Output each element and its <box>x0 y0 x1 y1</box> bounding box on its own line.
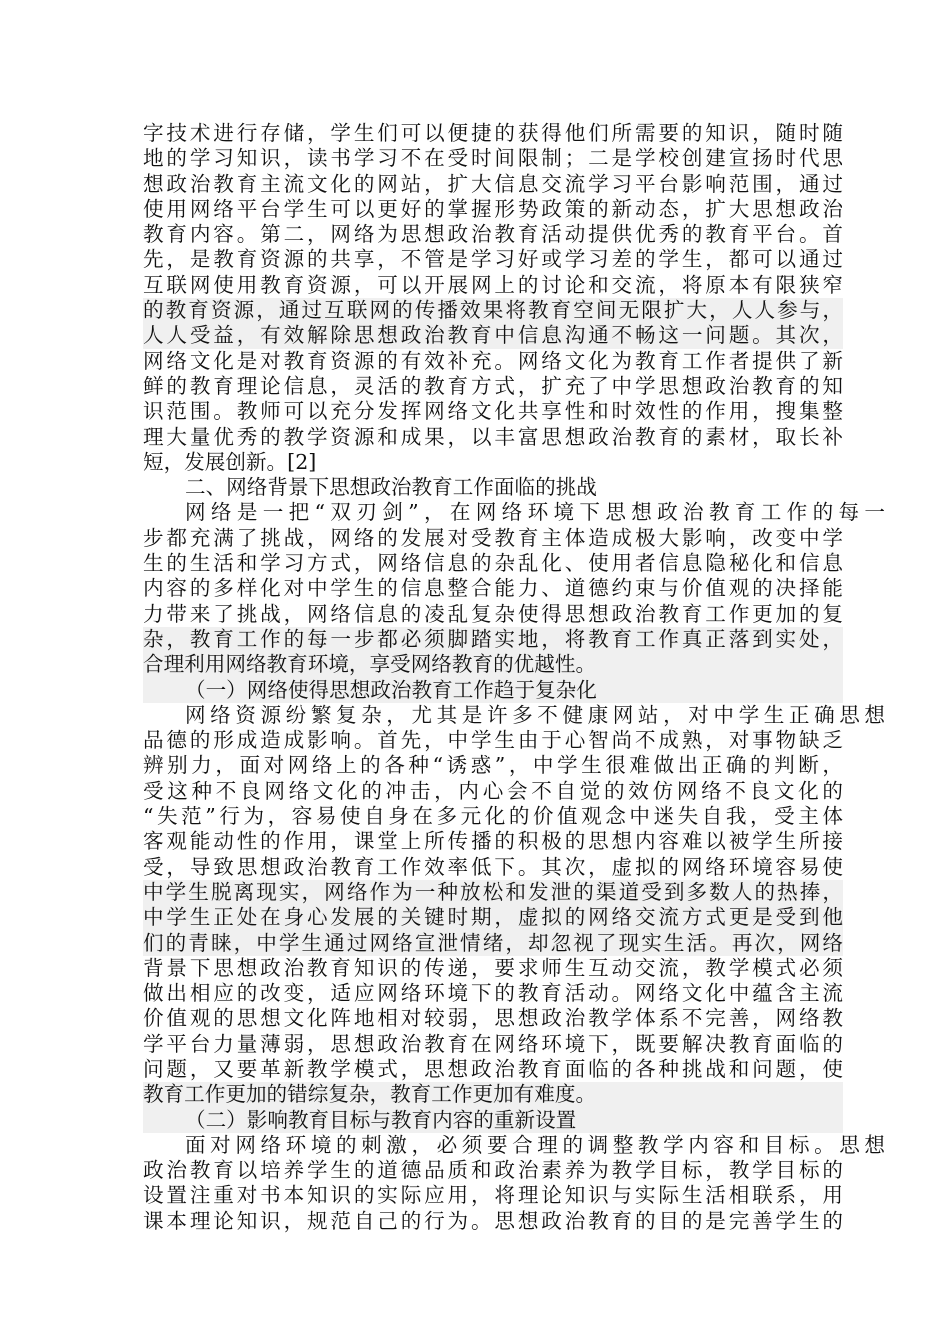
text-line: 合理利用网络教育环境，享受网络教育的优越性。 <box>143 652 843 677</box>
text-line: 人人受益，有效解除思想政治教育中信息沟通不畅这一问题。其次， <box>143 323 843 348</box>
text-line: 想政治教育主流文化的网站，扩大信息交流学习平台影响范围，通过 <box>143 171 843 196</box>
text-line: （一）网络使得思想政治教育工作趋于复杂化 <box>143 678 843 703</box>
text-line: 步都充满了挑战，网络的发展对受教育主体造成极大影响，改变中学 <box>143 525 843 550</box>
text-line: 受，导致思想政治教育工作效率低下。其次，虚拟的网络环境容易使 <box>143 854 843 879</box>
text-line: 中学生正处在身心发展的关键时期，虚拟的网络交流方式更是受到他 <box>143 905 843 930</box>
text-line: 背景下思想政治教育知识的传递，要求师生互动交流，教学模式必须 <box>143 955 843 980</box>
text-line: 内容的多样化对中学生的信息整合能力、道德约束与价值观的决择能 <box>143 576 843 601</box>
text-line: 使用网络平台学生可以更好的掌握形势政策的新动态，扩大思想政治 <box>143 196 843 221</box>
text-line: 辨别力，面对网络上的各种“诱惑”，中学生很难做出正确的判断， <box>143 753 843 778</box>
text-line: 们的青睐，中学生通过网络宣泄情绪，却忽视了现实生活。再次，网络 <box>143 930 843 955</box>
text-line: 教育内容。第二，网络为思想政治教育活动提供优秀的教育平台。首 <box>143 222 843 247</box>
text-line: 面对网络环境的刺激，必须要合理的调整教学内容和目标。思想 <box>185 1132 885 1157</box>
text-line: 政治教育以培养学生的道德品质和政治素养为教学目标，教学目标的 <box>143 1158 843 1183</box>
text-line: 问题，又要革新教学模式，思想政治教育面临的各种挑战和问题，使 <box>143 1056 843 1081</box>
text-line: 网络资源纷繁复杂，尤其是许多不健康网站，对中学生正确思想 <box>185 702 885 727</box>
text-line: 网络是一把“双刃剑”，在网络环境下思想政治教育工作的每一 <box>185 500 885 525</box>
text-line: 学平台力量薄弱，思想政治教育在网络环境下，既要解决教育面临的 <box>143 1031 843 1056</box>
text-line: 网络文化是对教育资源的有效补充。网络文化为教育工作者提供了新 <box>143 348 843 373</box>
text-line: 客观能动性的作用，课堂上所传播的积极的思想内容难以被学生所接 <box>143 829 843 854</box>
text-line: 设置注重对书本知识的实际应用，将理论知识与实际生活相联系，用 <box>143 1183 843 1208</box>
text-line: 做出相应的改变，适应网络环境下的教育活动。网络文化中蕴含主流 <box>143 981 843 1006</box>
text-line: 品德的形成造成影响。首先，中学生由于心智尚不成熟，对事物缺乏 <box>143 728 843 753</box>
text-line: “失范”行为，容易使自身在多元化的价值观念中迷失自我，受主体 <box>143 804 843 829</box>
text-line: 互联网使用教育资源，可以开展网上的讨论和交流，将原本有限狭窄 <box>143 272 843 297</box>
text-line: 课本理论知识，规范自己的行为。思想政治教育的目的是完善学生的 <box>143 1208 843 1233</box>
text-line: 价值观的思想文化阵地相对较弱，思想政治教学体系不完善，网络教 <box>143 1006 843 1031</box>
text-line: 中学生脱离现实，网络作为一种放松和发泄的渠道受到多数人的热捧， <box>143 879 843 904</box>
text-line: 识范围。教师可以充分发挥网络文化共享性和时效性的作用，搜集整 <box>143 399 843 424</box>
text-line: 字技术进行存储，学生们可以便捷的获得他们所需要的知识，随时随 <box>143 121 843 145</box>
text-line: 地的学习知识，读书学习不在受时间限制；二是学校创建宣扬时代思 <box>143 146 843 171</box>
text-line: 理大量优秀的教学资源和成果，以丰富思想政治教育的素材，取长补 <box>143 424 843 449</box>
document-body <box>143 121 885 1234</box>
text-line: 生的生活和学习方式，网络信息的杂乱化、使用者信息隐秘化和信息 <box>143 551 843 576</box>
text-line: 杂，教育工作的每一步都必须脚踏实地，将教育工作真正落到实处， <box>143 626 843 651</box>
text-line: 鲜的教育理论信息，灵活的教育方式，扩充了中学思想政治教育的知 <box>143 373 843 398</box>
text-line: 教育工作更加的错综复杂，教育工作更加有难度。 <box>143 1082 843 1107</box>
text-line: 力带来了挑战，网络信息的凌乱复杂使得思想政治教育工作更加的复 <box>143 601 843 626</box>
text-line: 的教育资源，通过互联网的传播效果将教育空间无限扩大，人人参与， <box>143 298 843 323</box>
text-line: 受这种不良网络文化的冲击，内心会不自觉的效仿网络不良文化的 <box>143 778 843 803</box>
text-line: 二、网络背景下思想政治教育工作面临的挑战 <box>185 475 597 500</box>
text-line: 先，是教育资源的共享，不管是学习好或学习差的学生，都可以通过 <box>143 247 843 272</box>
text-line: （二）影响教育目标与教育内容的重新设置 <box>143 1108 843 1133</box>
text-line: 短，发展创新。[2] <box>143 449 317 474</box>
